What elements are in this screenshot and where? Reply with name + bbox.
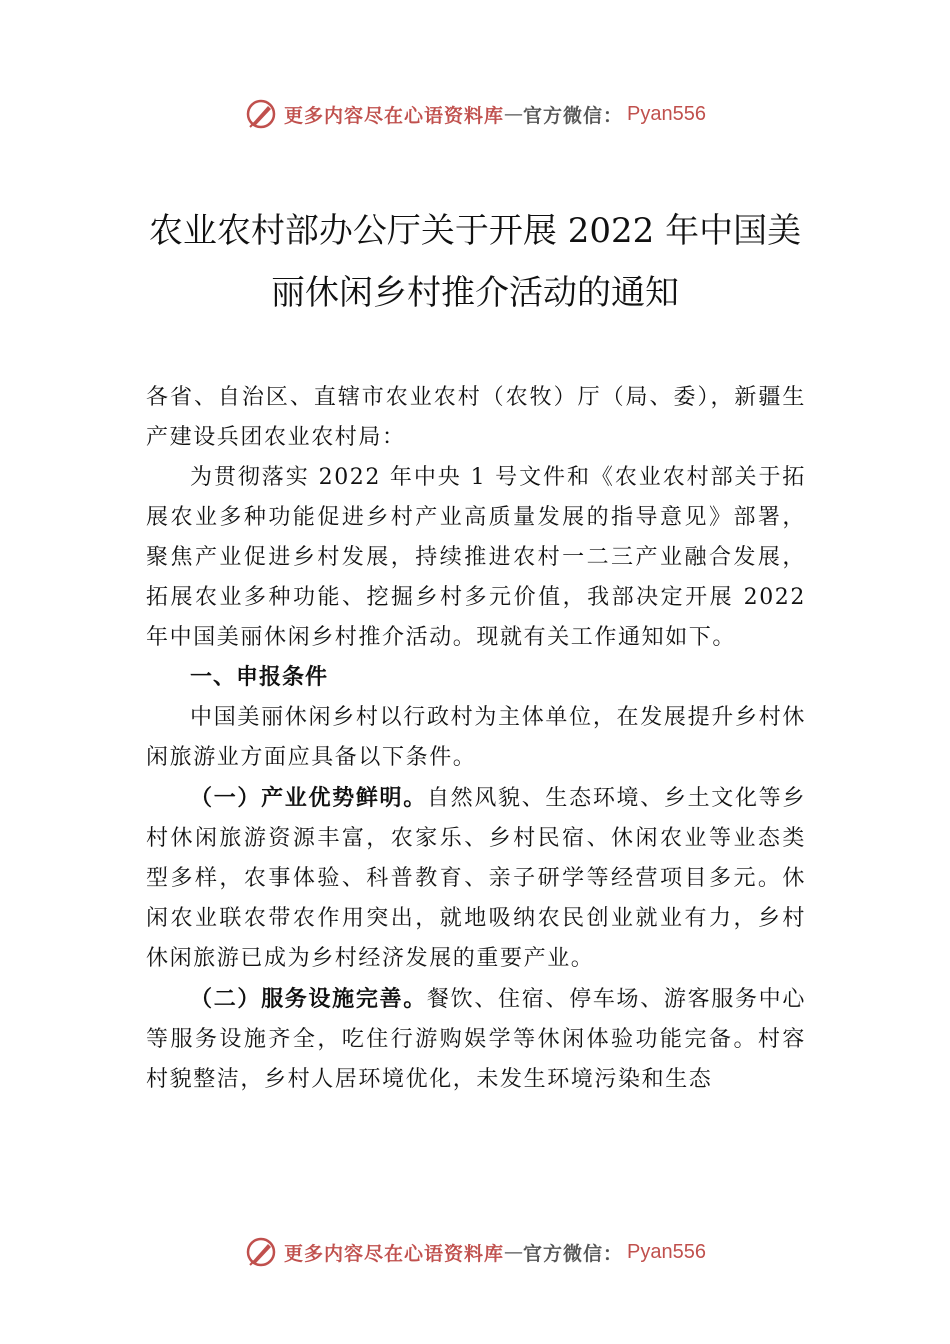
watermark-wechat-id: Pyan556 bbox=[627, 102, 706, 125]
document-body bbox=[146, 378, 806, 1100]
footer-watermark bbox=[0, 1232, 950, 1272]
intro-paragraph: 为贯彻落实 2022 年中央 1 号文件和《农业农村部关于拓展农业多种功能促进乡村产业高质量发展的指导意见》部署，聚焦产业促进乡村发展，持续推进农村一二三产业融合发展，拓展农业多种功能、挖掘乡村多元价值，我部决定开展 2022 年中国美丽休闲乡村推介活动。现就有关工作通知如下。 bbox=[146, 465, 806, 650]
item-2-text: 餐饮、住宿、停车场、游客服务中心等服务设施齐全，吃住行游购娱学等休闲体验功能完备。村容村貌整洁，乡村人居环境优化，未发生环境污染和生态 bbox=[146, 987, 806, 1092]
watermark-dash: — bbox=[504, 1241, 524, 1263]
quill-pen-icon bbox=[244, 97, 278, 131]
quill-pen-icon bbox=[244, 1235, 278, 1269]
header-watermark bbox=[0, 94, 950, 134]
watermark-wechat-id: Pyan556 bbox=[627, 1240, 706, 1263]
title-line-1: 农业农村部办公厅关于开展 2022 年中国美 bbox=[148, 211, 802, 251]
document-title bbox=[100, 200, 850, 324]
item-1 bbox=[146, 778, 806, 979]
watermark-text: 更多内容尽在心语资料库 bbox=[284, 1242, 505, 1265]
item-1-text: 自然风貌、生态环境、乡土文化等乡村休闲旅游资源丰富，农家乐、乡村民宿、休闲农业等业态类型多样，农事体验、科普教育、亲子研学等经营项目多元。休闲农业联农带农作用突出，就地吸纳农民创业就业有力，乡村休闲旅游已成为乡村经济发展的重要产业。 bbox=[146, 786, 806, 971]
section-intro: 中国美丽休闲乡村以行政村为主体单位，在发展提升乡村休闲旅游业方面应具备以下条件。 bbox=[146, 705, 806, 770]
watermark-label: 官方微信： bbox=[523, 104, 624, 127]
watermark-text: 更多内容尽在心语资料库 bbox=[284, 104, 505, 127]
item-1-title: （一）产业优势鲜明。 bbox=[190, 785, 427, 811]
watermark-dash: — bbox=[504, 103, 524, 125]
salutation: 各省、自治区、直辖市农业农村（农牧）厅（局、委），新疆生产建设兵团农业农村局： bbox=[146, 385, 806, 450]
title-line-2: 丽休闲乡村推介活动的通知 bbox=[271, 273, 679, 313]
item-2 bbox=[146, 979, 806, 1100]
item-2-title: （二）服务设施完善。 bbox=[190, 986, 427, 1012]
watermark-label: 官方微信： bbox=[523, 1242, 624, 1265]
section-heading: 一、申报条件 bbox=[190, 665, 329, 690]
